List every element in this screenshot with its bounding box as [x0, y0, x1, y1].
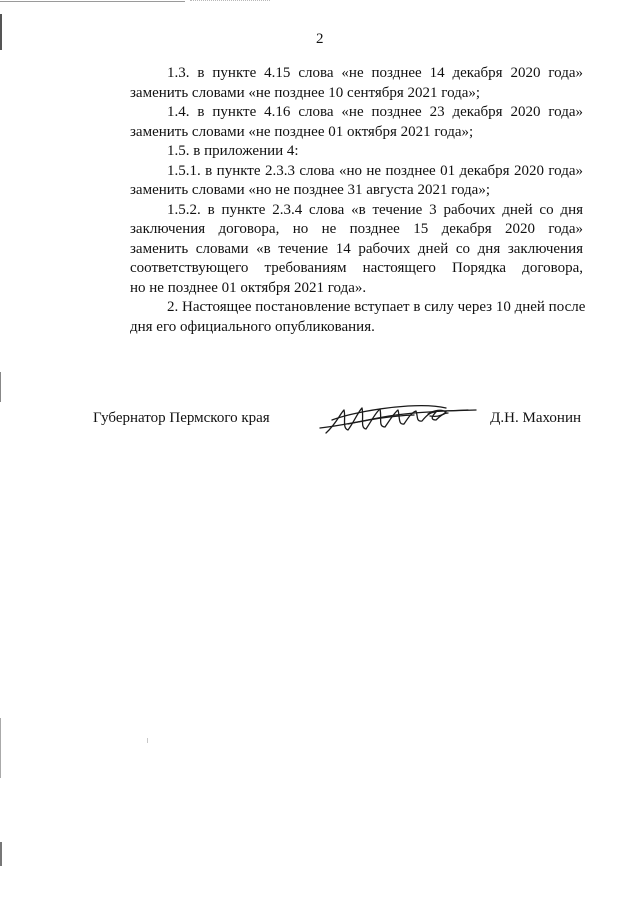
left-scan-mark	[0, 842, 2, 866]
document-body	[93, 64, 586, 337]
text-line: соответствующего требованиям настоящего Порядка договора,	[130, 260, 583, 276]
paragraph-1-5	[93, 142, 583, 162]
text-line: заключения договора, но не позднее 15 декабря 2020 года»	[130, 221, 583, 237]
text-line: 2. Настоящее постановление вступает в силу через 10 дней после	[167, 299, 586, 315]
text-line: 1.3. в пункте 4.15 слова «не позднее 14 декабря 2020 года»	[167, 65, 583, 81]
text-line: заменить словами «не позднее 01 октября 2021 года»;	[130, 123, 474, 140]
text-line: заменить словами «но не позднее 31 августа 2021 года»;	[130, 182, 491, 198]
paragraph-2	[93, 298, 586, 337]
paragraph-1-4	[93, 103, 583, 142]
left-scan-mark	[0, 372, 1, 402]
text-line: дня его официального опубликования.	[130, 318, 375, 335]
text-line: 1.5. в приложении 4:	[167, 143, 299, 159]
text-line: заменить словами «не позднее 10 сентября 2021 года»;	[130, 84, 481, 101]
text-line: 1.4. в пункте 4.16 слова «не позднее 23 декабря 2020 года»	[167, 104, 583, 120]
top-scan-dots	[190, 0, 270, 3]
handwritten-signature	[318, 400, 478, 440]
top-scan-rule	[0, 1, 185, 2]
paragraph-1-5-1	[93, 162, 583, 201]
signatory-name: Д.Н. Махонин	[490, 410, 581, 426]
text-line: но не позднее 01 октября 2021 года».	[130, 279, 367, 296]
signature-block	[93, 400, 583, 450]
page-number: 2	[316, 31, 324, 47]
text-line: 1.5.2. в пункте 2.3.4 слова «в течение 3 рабочих дней со дня	[167, 201, 583, 218]
signatory-title: Губернатор Пермского края	[93, 410, 270, 426]
paragraph-1-5-2	[93, 201, 583, 299]
scan-speck	[147, 738, 148, 743]
text-line: заменить словами «в течение 14 рабочих дней со дня заключения	[130, 240, 583, 257]
paragraph-1-3	[93, 64, 583, 103]
text-line: 1.5.1. в пункте 2.3.3 слова «но не позднее 01 декабря 2020 года»	[167, 162, 583, 179]
left-scan-mark	[0, 718, 1, 778]
